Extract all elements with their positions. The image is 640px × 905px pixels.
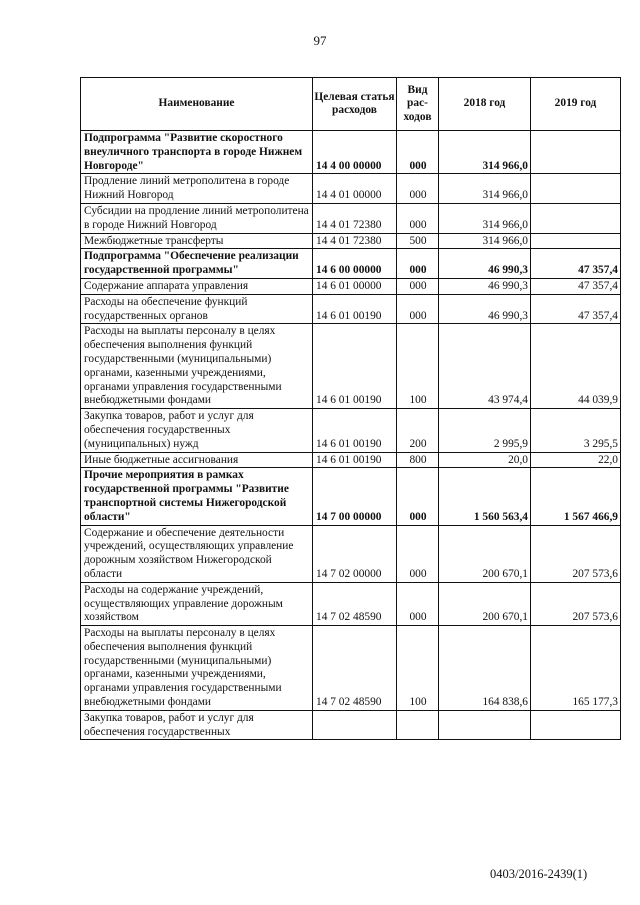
row-code: 14 6 01 00190 (313, 409, 397, 452)
row-value-2018: 200 670,1 (439, 525, 531, 582)
row-name: Прочие мероприятия в рамках государственной программы "Развитие транспортной системы Нижегородской области" (81, 468, 313, 525)
row-value-2018: 46 990,3 (439, 249, 531, 279)
header-code: Целевая статья расходов (313, 78, 397, 131)
row-expense-type: 000 (397, 131, 439, 174)
row-value-2018: 20,0 (439, 452, 531, 468)
table-row (81, 452, 621, 468)
table-row (81, 582, 621, 625)
row-value-2018 (439, 710, 531, 740)
row-name: Подпрограмма "Развитие скоростного внеуличного транспорта в городе Нижнем Новгороде" (81, 131, 313, 174)
row-value-2018: 200 670,1 (439, 582, 531, 625)
row-code: 14 4 01 72380 (313, 233, 397, 249)
header-2018: 2018 год (439, 78, 531, 131)
row-expense-type: 000 (397, 294, 439, 324)
row-name: Расходы на содержание учреждений, осуществляющих управление дорожным хозяйством (81, 582, 313, 625)
row-expense-type: 000 (397, 582, 439, 625)
header-2019: 2019 год (531, 78, 621, 131)
row-code: 14 6 01 00190 (313, 294, 397, 324)
table-row (81, 131, 621, 174)
row-expense-type: 100 (397, 324, 439, 409)
row-expense-type: 200 (397, 409, 439, 452)
row-value-2018: 314 966,0 (439, 131, 531, 174)
row-expense-type: 000 (397, 203, 439, 233)
row-value-2019: 3 295,5 (531, 409, 621, 452)
table-header-row (81, 78, 621, 131)
row-value-2019 (531, 233, 621, 249)
table-row (81, 525, 621, 582)
row-value-2019 (531, 131, 621, 174)
row-name: Расходы на выплаты персоналу в целях обеспечения выполнения функций государственными (муниципальными) органами, казенными учреждениями, органами управления государственными внебюджетными фондами (81, 626, 313, 711)
header-type: Вид рас-ходов (397, 78, 439, 131)
row-expense-type: 000 (397, 249, 439, 279)
row-value-2018: 43 974,4 (439, 324, 531, 409)
row-expense-type: 000 (397, 278, 439, 294)
budget-table (80, 77, 621, 740)
row-expense-type (397, 710, 439, 740)
row-code: 14 7 02 48590 (313, 582, 397, 625)
row-value-2019 (531, 174, 621, 204)
table-row (81, 294, 621, 324)
table-row (81, 249, 621, 279)
row-expense-type: 000 (397, 174, 439, 204)
page-number: 97 (313, 33, 327, 48)
row-value-2019: 47 357,4 (531, 249, 621, 279)
row-name: Расходы на выплаты персоналу в целях обеспечения выполнения функций государственными (муниципальными) органами, казенными учреждениями, органами управления государственными внебюджетными фондами (81, 324, 313, 409)
row-value-2018: 46 990,3 (439, 294, 531, 324)
row-expense-type: 000 (397, 525, 439, 582)
row-name: Иные бюджетные ассигнования (81, 452, 313, 468)
table-row (81, 468, 621, 525)
row-code: 14 4 01 72380 (313, 203, 397, 233)
row-expense-type: 100 (397, 626, 439, 711)
row-name: Расходы на обеспечение функций государственных органов (81, 294, 313, 324)
row-code: 14 6 01 00190 (313, 324, 397, 409)
row-expense-type: 800 (397, 452, 439, 468)
row-value-2018: 314 966,0 (439, 233, 531, 249)
row-name: Содержание аппарата управления (81, 278, 313, 294)
row-value-2019 (531, 710, 621, 740)
header-name: Наименование (81, 78, 313, 131)
row-code: 14 6 00 00000 (313, 249, 397, 279)
row-name: Закупка товаров, работ и услуг для обеспечения государственных (81, 710, 313, 740)
row-value-2019: 47 357,4 (531, 294, 621, 324)
row-code: 14 6 01 00000 (313, 278, 397, 294)
table-row (81, 203, 621, 233)
row-name: Подпрограмма "Обеспечение реализации государственной программы" (81, 249, 313, 279)
table-row (81, 233, 621, 249)
row-value-2019: 1 567 466,9 (531, 468, 621, 525)
table-body (81, 131, 621, 740)
row-name: Межбюджетные трансферты (81, 233, 313, 249)
table-row (81, 324, 621, 409)
row-code: 14 4 00 00000 (313, 131, 397, 174)
document-code: 0403/2016-2439(1) (490, 867, 588, 881)
row-name: Субсидии на продление линий метрополитена в городе Нижний Новгород (81, 203, 313, 233)
table-row (81, 710, 621, 740)
row-value-2019: 207 573,6 (531, 525, 621, 582)
row-code: 14 4 01 00000 (313, 174, 397, 204)
row-code: 14 6 01 00190 (313, 452, 397, 468)
row-code: 14 7 00 00000 (313, 468, 397, 525)
row-expense-type: 500 (397, 233, 439, 249)
row-value-2018: 164 838,6 (439, 626, 531, 711)
row-code: 14 7 02 48590 (313, 626, 397, 711)
row-code: 14 7 02 00000 (313, 525, 397, 582)
row-name: Содержание и обеспечение деятельности учреждений, осуществляющих управление дорожным хозяйством Нижегородской области (81, 525, 313, 582)
row-value-2018: 2 995,9 (439, 409, 531, 452)
row-code (313, 710, 397, 740)
table-row (81, 409, 621, 452)
table-row (81, 278, 621, 294)
row-value-2019: 47 357,4 (531, 278, 621, 294)
row-value-2019: 22,0 (531, 452, 621, 468)
table-row (81, 174, 621, 204)
table-row (81, 626, 621, 711)
row-value-2018: 314 966,0 (439, 174, 531, 204)
row-value-2018: 46 990,3 (439, 278, 531, 294)
row-value-2018: 1 560 563,4 (439, 468, 531, 525)
row-name: Продление линий метрополитена в городе Нижний Новгород (81, 174, 313, 204)
row-value-2018: 314 966,0 (439, 203, 531, 233)
row-value-2019: 44 039,9 (531, 324, 621, 409)
row-value-2019: 165 177,3 (531, 626, 621, 711)
row-name: Закупка товаров, работ и услуг для обеспечения государственных (муниципальных) нужд (81, 409, 313, 452)
row-value-2019 (531, 203, 621, 233)
row-value-2019: 207 573,6 (531, 582, 621, 625)
row-expense-type: 000 (397, 468, 439, 525)
